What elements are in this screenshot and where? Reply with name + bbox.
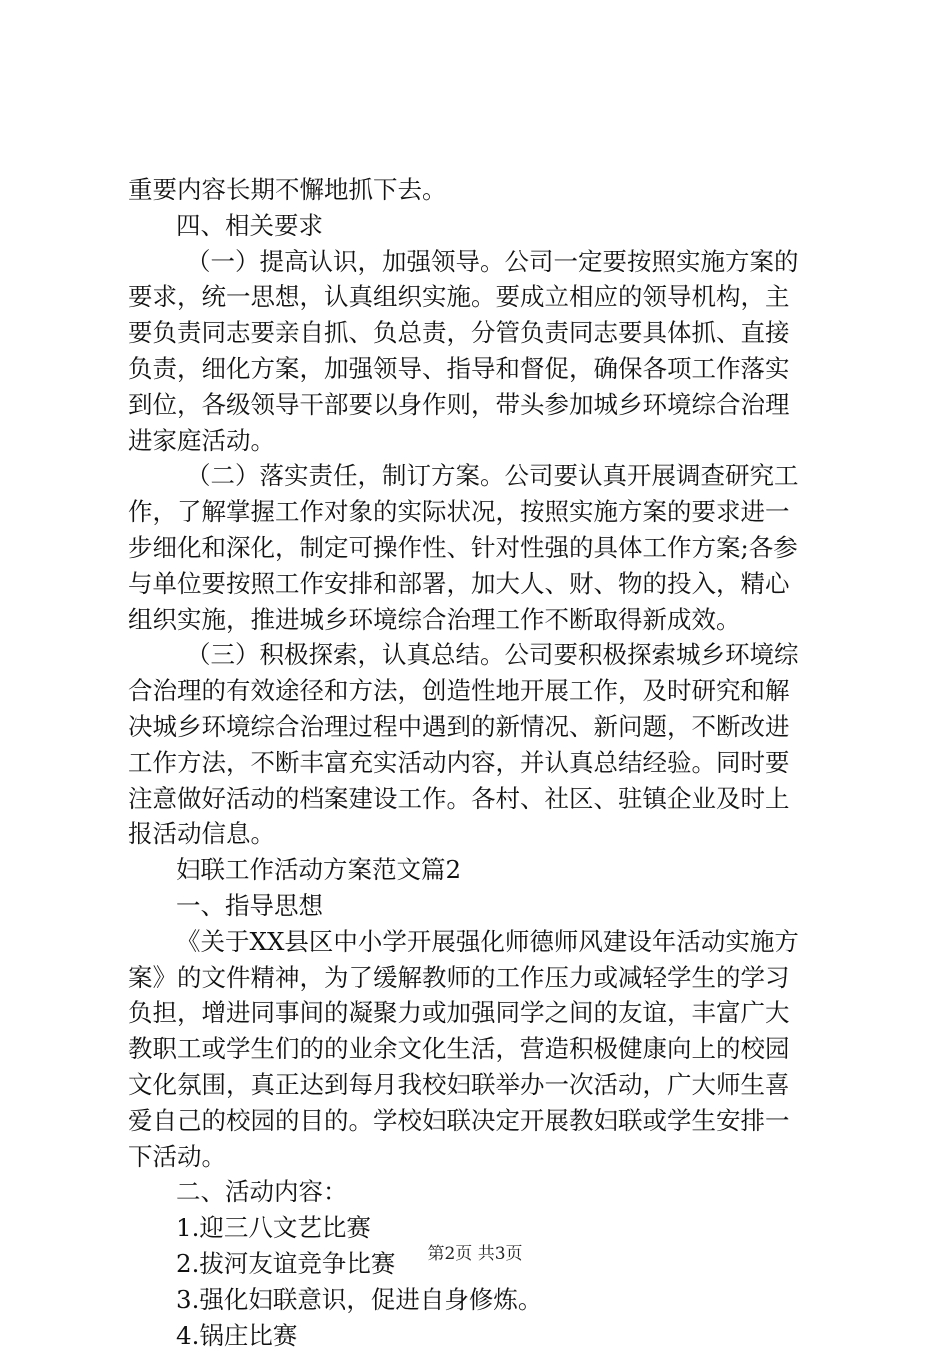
text-line: 报活动信息。 [128,816,832,852]
text-line: 要求，统一思想，认真组织实施。要成立相应的领导机构，主 [128,279,832,315]
text-line: 下活动。 [128,1139,832,1175]
text-line: 负担，增进同事间的凝聚力或加强同学之间的友谊，丰富广大 [128,995,832,1031]
text-line: 二、活动内容： [128,1174,832,1210]
text-line: 教职工或学生们的的业余文化生活，营造积极健康向上的校园 [128,1031,832,1067]
text-line: 四、相关要求 [128,208,832,244]
text-line: （二）落实责任，制订方案。公司要认真开展调查研究工 [128,458,832,494]
text-line: 组织实施，推进城乡环境综合治理工作不断取得新成效。 [128,602,832,638]
text-line: 爱自己的校园的目的。学校妇联决定开展教妇联或学生安排一 [128,1103,832,1139]
text-line: 3.强化妇联意识，促进自身修炼。 [128,1282,832,1318]
text-line: 作，了解掌握工作对象的实际状况，按照实施方案的要求进一 [128,494,832,530]
text-line: （三）积极探索，认真总结。公司要积极探索城乡环境综 [128,637,832,673]
text-line: 要负责同志要亲自抓、负总责，分管负责同志要具体抓、直接 [128,315,832,351]
text-line: 注意做好活动的档案建设工作。各村、社区、驻镇企业及时上 [128,781,832,817]
text-line: 合治理的有效途径和方法，创造性地开展工作，及时研究和解 [128,673,832,709]
document-body [128,172,832,1353]
text-line: 与单位要按照工作安排和部署，加大人、财、物的投入，精心 [128,566,832,602]
text-line: 重要内容长期不懈地抓下去。 [128,172,832,208]
page-footer [0,1243,950,1265]
text-line: 2.拔河友谊竞争比赛 [128,1246,832,1282]
text-line: 1.迎三八文艺比赛 [128,1210,832,1246]
text-line: 负责，细化方案，加强领导、指导和督促，确保各项工作落实 [128,351,832,387]
text-line: 决城乡环境综合治理过程中遇到的新情况、新问题，不断改进 [128,709,832,745]
text-line: 工作方法，不断丰富充实活动内容，并认真总结经验。同时要 [128,745,832,781]
text-line: 4.锅庄比赛 [128,1318,832,1353]
text-line: 案》的文件精神，为了缓解教师的工作压力或减轻学生的学习 [128,960,832,996]
page-number-label: 第2页 共3页 [427,1244,522,1264]
text-line: 进家庭活动。 [128,423,832,459]
text-line: 到位，各级领导干部要以身作则，带头参加城乡环境综合治理 [128,387,832,423]
text-line: （一）提高认识，加强领导。公司一定要按照实施方案的 [128,244,832,280]
text-line: 文化氛围，真正达到每月我校妇联举办一次活动，广大师生喜 [128,1067,832,1103]
text-line: 步细化和深化，制定可操作性、针对性强的具体工作方案;各参 [128,530,832,566]
text-line: 《关于XX县区中小学开展强化师德师风建设年活动实施方 [128,924,832,960]
text-line: 妇联工作活动方案范文篇2 [128,852,832,888]
text-line: 一、指导思想 [128,888,832,924]
